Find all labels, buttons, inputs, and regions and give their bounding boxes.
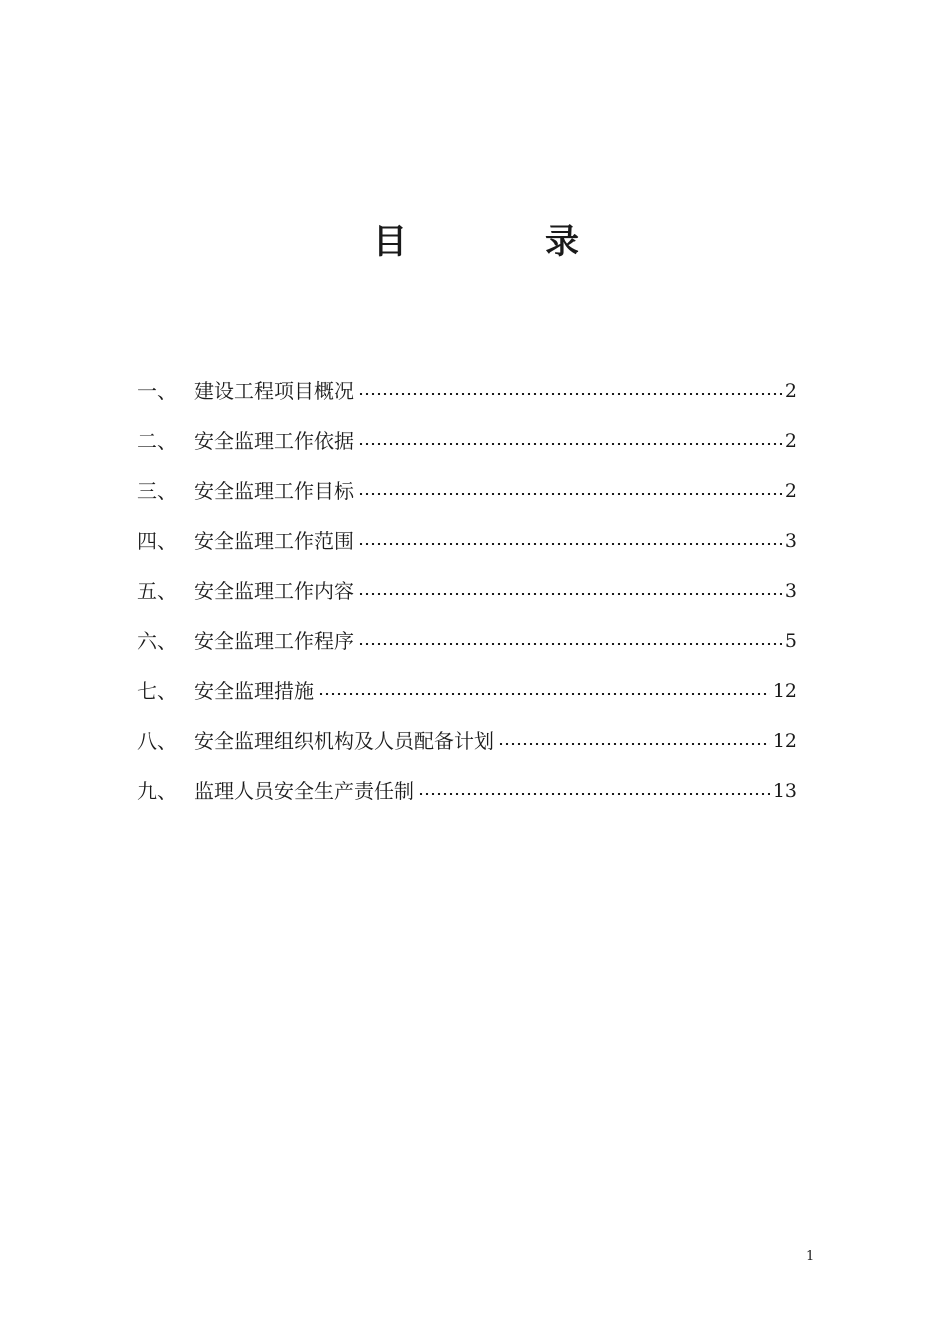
toc-item-number: 三、 bbox=[137, 479, 177, 503]
document-title bbox=[0, 218, 950, 268]
toc-dot-leader bbox=[418, 793, 770, 795]
toc-item-number: 四、 bbox=[137, 529, 177, 553]
toc-dot-leader bbox=[358, 443, 782, 445]
table-of-contents bbox=[137, 366, 797, 816]
toc-item-3[interactable] bbox=[137, 466, 797, 516]
toc-item-title: 安全监理组织机构及人员配备计划 bbox=[194, 729, 494, 753]
toc-item-page: 5 bbox=[784, 630, 797, 652]
toc-item-page: 12 bbox=[772, 680, 797, 702]
toc-item-title: 建设工程项目概况 bbox=[194, 379, 354, 403]
toc-item-title: 安全监理措施 bbox=[194, 679, 314, 703]
toc-item-number: 八、 bbox=[137, 729, 177, 753]
toc-dot-leader bbox=[358, 593, 782, 595]
title-char-1: 目 bbox=[373, 222, 407, 262]
toc-item-title: 安全监理工作范围 bbox=[194, 529, 354, 553]
toc-item-1[interactable] bbox=[137, 366, 797, 416]
toc-dot-leader bbox=[358, 393, 782, 395]
toc-item-9[interactable] bbox=[137, 766, 797, 816]
toc-item-title: 安全监理工作依据 bbox=[194, 429, 354, 453]
toc-item-page: 12 bbox=[772, 730, 797, 752]
toc-item-page: 2 bbox=[784, 480, 797, 502]
toc-dot-leader bbox=[358, 543, 782, 545]
toc-item-title: 安全监理工作内容 bbox=[194, 579, 354, 603]
toc-item-5[interactable] bbox=[137, 566, 797, 616]
toc-item-7[interactable] bbox=[137, 666, 797, 716]
toc-item-page: 13 bbox=[772, 780, 797, 802]
toc-item-number: 五、 bbox=[137, 579, 177, 603]
toc-item-title: 安全监理工作目标 bbox=[194, 479, 354, 503]
toc-item-page: 2 bbox=[784, 380, 797, 402]
toc-item-page: 3 bbox=[784, 530, 797, 552]
toc-item-number: 六、 bbox=[137, 629, 177, 653]
toc-item-8[interactable] bbox=[137, 716, 797, 766]
toc-item-6[interactable] bbox=[137, 616, 797, 666]
toc-dot-leader bbox=[358, 493, 782, 495]
page-number: 1 bbox=[806, 1249, 815, 1264]
toc-item-page: 2 bbox=[784, 430, 797, 452]
toc-dot-leader bbox=[498, 743, 770, 745]
toc-dot-leader bbox=[318, 693, 770, 695]
toc-item-4[interactable] bbox=[137, 516, 797, 566]
toc-item-number: 二、 bbox=[137, 429, 177, 453]
toc-dot-leader bbox=[358, 643, 782, 645]
toc-item-number: 七、 bbox=[137, 679, 177, 703]
toc-item-title: 安全监理工作程序 bbox=[194, 629, 354, 653]
toc-item-number: 九、 bbox=[137, 779, 177, 803]
toc-item-number: 一、 bbox=[137, 379, 177, 403]
toc-item-page: 3 bbox=[784, 580, 797, 602]
title-char-2: 录 bbox=[545, 222, 579, 262]
toc-item-2[interactable] bbox=[137, 416, 797, 466]
toc-item-title: 监理人员安全生产责任制 bbox=[194, 779, 414, 803]
